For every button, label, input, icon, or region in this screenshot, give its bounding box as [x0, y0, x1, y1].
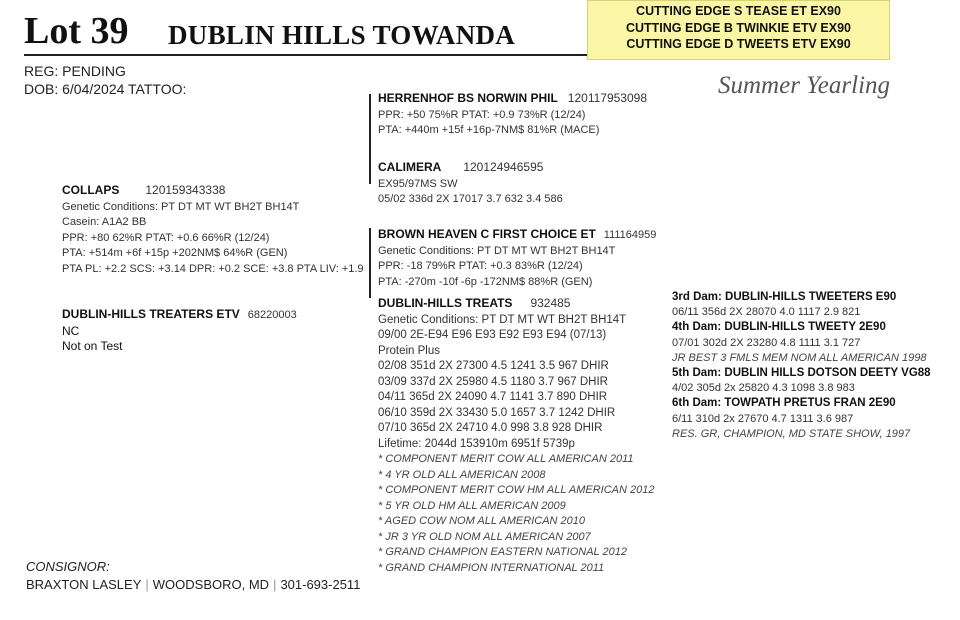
dam-dam-line: 04/11 365d 2X 24090 4.7 1141 3.7 890 DHIR [378, 391, 608, 403]
dam-dam-line: Genetic Conditions: PT DT MT WT BH2T BH14T [378, 313, 627, 326]
award-item: * JR 3 YR OLD NOM ALL AMERICAN 2007 [378, 530, 591, 543]
sire-line: Casein: A1A2 BB [62, 216, 147, 228]
sire-highlight-box [587, 0, 890, 60]
sire-dam-number: 120124946595 [463, 160, 544, 174]
consignor-location: WOODSBORO, MD [152, 577, 270, 592]
sire-number: 120159343338 [145, 183, 226, 197]
dam-sire-line: Genetic Conditions: PT DT MT WT BH2T BH14T [378, 244, 616, 257]
registration-status: REG: PENDING [24, 63, 126, 79]
sire-block [62, 183, 364, 277]
date-of-birth: DOB: 6/04/2024 TATTOO: [24, 81, 187, 97]
dam-sire-block [378, 227, 656, 290]
sire-highlight-line: CUTTING EDGE D TWEETS ETV EX90 [626, 37, 851, 51]
extended-dam-name: 6th Dam: TOWPATH PRETUS FRAN 2E90 [672, 397, 896, 410]
dam-sire-number: 111164959 [603, 229, 657, 241]
separator: | [145, 577, 149, 592]
title-rule [24, 54, 589, 56]
dam-dam-line: 07/10 365d 2X 24710 4.0 998 3.8 928 DHIR [378, 422, 603, 434]
consignor-label: CONSIGNOR: [26, 559, 110, 574]
extended-dam-note: JR BEST 3 FMLS MEM NOM ALL AMERICAN 1998 [672, 351, 927, 364]
dam-dam-line: Lifetime: 2044d 153910m 6951f 5739p [378, 437, 575, 450]
dam-sire-line: PPR: -18 79%R PTAT: +0.3 83%R (12/24) [378, 260, 583, 272]
award-item: * AGED COW NOM ALL AMERICAN 2010 [378, 515, 586, 527]
dam-dam-line: Protein Plus [378, 344, 441, 357]
lot-number: Lot 39 [24, 10, 129, 52]
dam-name: DUBLIN-HILLS TREATERS ETV [62, 307, 240, 321]
extended-dam-note: RES. GR, CHAMPION, MD STATE SHOW, 1997 [672, 427, 911, 440]
sire-dam-line: 05/02 336d 2X 17017 3.7 632 3.4 586 [378, 193, 563, 205]
award-item: * 5 YR OLD HM ALL AMERICAN 2009 [378, 499, 566, 512]
pedigree-bracket-sire [369, 94, 371, 184]
dam-dam-line: 06/10 359d 2X 33430 5.0 1657 3.7 1242 DHIR [378, 406, 616, 419]
separator: | [273, 577, 277, 592]
consignor-name: BRAXTON LASLEY [26, 577, 142, 592]
dam-dam-number: 932485 [530, 296, 571, 310]
extended-dam-record: 4/02 305d 2x 25820 4.3 1098 3.8 983 [672, 382, 855, 395]
sire-sire-name: HERRENHOF BS NORWIN PHIL [378, 91, 558, 105]
sire-highlight-line: CUTTING EDGE S TEASE ET EX90 [636, 4, 841, 18]
extended-dam-name: 5th Dam: DUBLIN HILLS DOTSON DEETY VG88 [672, 367, 931, 380]
extended-dam-name: 4th Dam: DUBLIN-HILLS TWEETY 2E90 [672, 321, 886, 334]
award-item: * COMPONENT MERIT COW ALL AMERICAN 2011 [378, 453, 634, 465]
age-class: Summer Yearling [718, 72, 891, 99]
sire-dam-line: EX95/97MS SW [378, 177, 458, 190]
dam-dam-name: DUBLIN-HILLS TREATS [378, 296, 513, 310]
award-item: * COMPONENT MERIT COW HM ALL AMERICAN 2012 [378, 484, 655, 496]
dam-number: 68220003 [247, 309, 297, 321]
award-item: * 4 YR OLD ALL AMERICAN 2008 [378, 468, 546, 481]
sire-line: PTA PL: +2.2 SCS: +3.14 DPR: +0.2 SCE: +3.8 PTA LIV: +1.9 [62, 262, 364, 275]
extended-dam-record: 06/11 356d 2X 28070 4.0 1117 2.9 821 [672, 306, 861, 319]
sire-line: Genetic Conditions: PT DT MT WT BH2T BH14T [62, 200, 300, 213]
dam-sire-line: PTA: -270m -10f -6p -172NM$ 88%R (GEN) [378, 275, 593, 288]
lot-animal-name: DUBLIN HILLS TOWANDA [168, 20, 516, 50]
sire-dam-name: CALIMERA [378, 160, 442, 174]
dam-line: NC [62, 323, 80, 338]
extended-dam-name: 3rd Dam: DUBLIN-HILLS TWEETERS E90 [672, 291, 897, 303]
dam-dam-line: 09/00 2E-E94 E96 E93 E92 E93 E94 (07/13) [378, 329, 607, 341]
sire-sire-number: 120117953098 [567, 91, 647, 105]
dam-dam-line: 03/09 337d 2X 25980 4.5 1180 3.7 967 DHIR [378, 375, 608, 388]
registration-info [24, 62, 186, 98]
pedigree-bracket-dam [369, 228, 371, 298]
dam-block [62, 307, 297, 355]
sire-sire-block [378, 91, 647, 139]
dam-line: Not on Test [62, 339, 123, 353]
consignor-phone: 301-693-2511 [280, 577, 361, 592]
consignor-info [26, 577, 360, 592]
dam-dam-line: 02/08 351d 2X 27300 4.5 1241 3.5 967 DHIR [378, 360, 609, 372]
extended-dam-record: 6/11 310d 2x 27670 4.7 1311 3.6 987 [672, 412, 854, 425]
sire-line: PTA: +514m +6f +15p +202NM$ 64%R (GEN) [62, 247, 288, 259]
dam-dam-block [378, 296, 654, 576]
dam-sire-name: BROWN HEAVEN C FIRST CHOICE ET [378, 227, 596, 241]
extended-dam-record: 07/01 302d 2X 23280 4.8 1111 3.1 727 [672, 336, 861, 349]
sire-dam-block [378, 160, 563, 208]
sire-sire-line: PTA: +440m +15f +16p-7NM$ 81%R (MACE) [378, 124, 600, 136]
award-item: * GRAND CHAMPION INTERNATIONAL 2011 [378, 561, 605, 574]
award-item: * GRAND CHAMPION EASTERN NATIONAL 2012 [378, 546, 627, 558]
sire-line: PPR: +80 62%R PTAT: +0.6 66%R (12/24) [62, 231, 270, 244]
sire-sire-line: PPR: +50 75%R PTAT: +0.9 73%R (12/24) [378, 108, 586, 121]
sire-highlight-line: CUTTING EDGE B TWINKIE ETV EX90 [625, 20, 852, 35]
sire-name: COLLAPS [62, 183, 120, 197]
extended-dams-block [672, 290, 931, 442]
